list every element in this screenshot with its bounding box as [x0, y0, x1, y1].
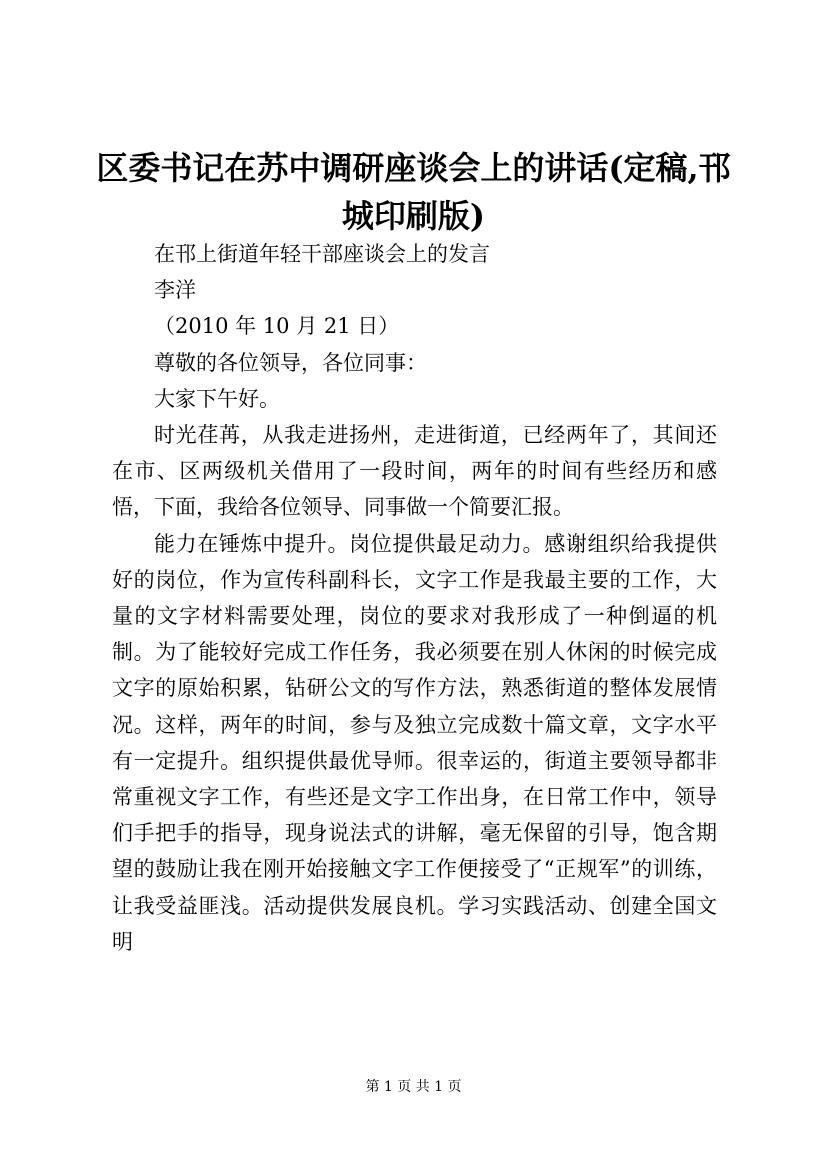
- salutation-line: 尊敬的各位领导，各位同事：: [154, 350, 427, 375]
- document-title: 区委书记在苏中调研座谈会上的讲话(定稿,邗城印刷版): [96, 149, 731, 235]
- greeting-line: 大家下午好。: [154, 386, 280, 411]
- paragraph-1: 时光荏苒，从我走进扬州，走进街道，已经两年了，其间还在市、区两级机关借用了一段时间，两年的时间有些经历和感悟，下面，我给各位领导、同事做一个简要汇报。: [112, 423, 717, 520]
- date-line: （2010 年 10 月 21 日）: [154, 314, 400, 339]
- document-body: [112, 236, 717, 960]
- paragraph-2: 能力在锤炼中提升。岗位提供最足动力。感谢组织给我提供好的岗位，作为宣传科副科长，文字工作是我最主要的工作，大量的文字材料需要处理，岗位的要求对我形成了一种倒逼的机制。为了能较好完成工作任务，我必须要在别人休闲的时候完成文字的原始积累，钻研公文的写作方法，熟悉街道的整体发展情况。这样，两年的时间，参与及独立完成数十篇文章，文字水平有一定提升。组织提供最优导师。很幸运的，街道主要领导都非常重视文字工作，有些还是文字工作出身，在日常工作中，领导们手把手的指导，现身说法式的讲解，毫无保留的引导，饱含期望的鼓励让我在刚开始接触文字工作便接受了“正规军”的训练，让我受益匪浅。活动提供发展良机。学习实践活动、创建全国文明: [112, 531, 717, 954]
- author-line: 李洋: [154, 278, 196, 303]
- page-footer: 第 1 页 共 1 页: [365, 1079, 462, 1095]
- subtitle-line: 在邗上街道年轻干部座谈会上的发言: [154, 242, 490, 266]
